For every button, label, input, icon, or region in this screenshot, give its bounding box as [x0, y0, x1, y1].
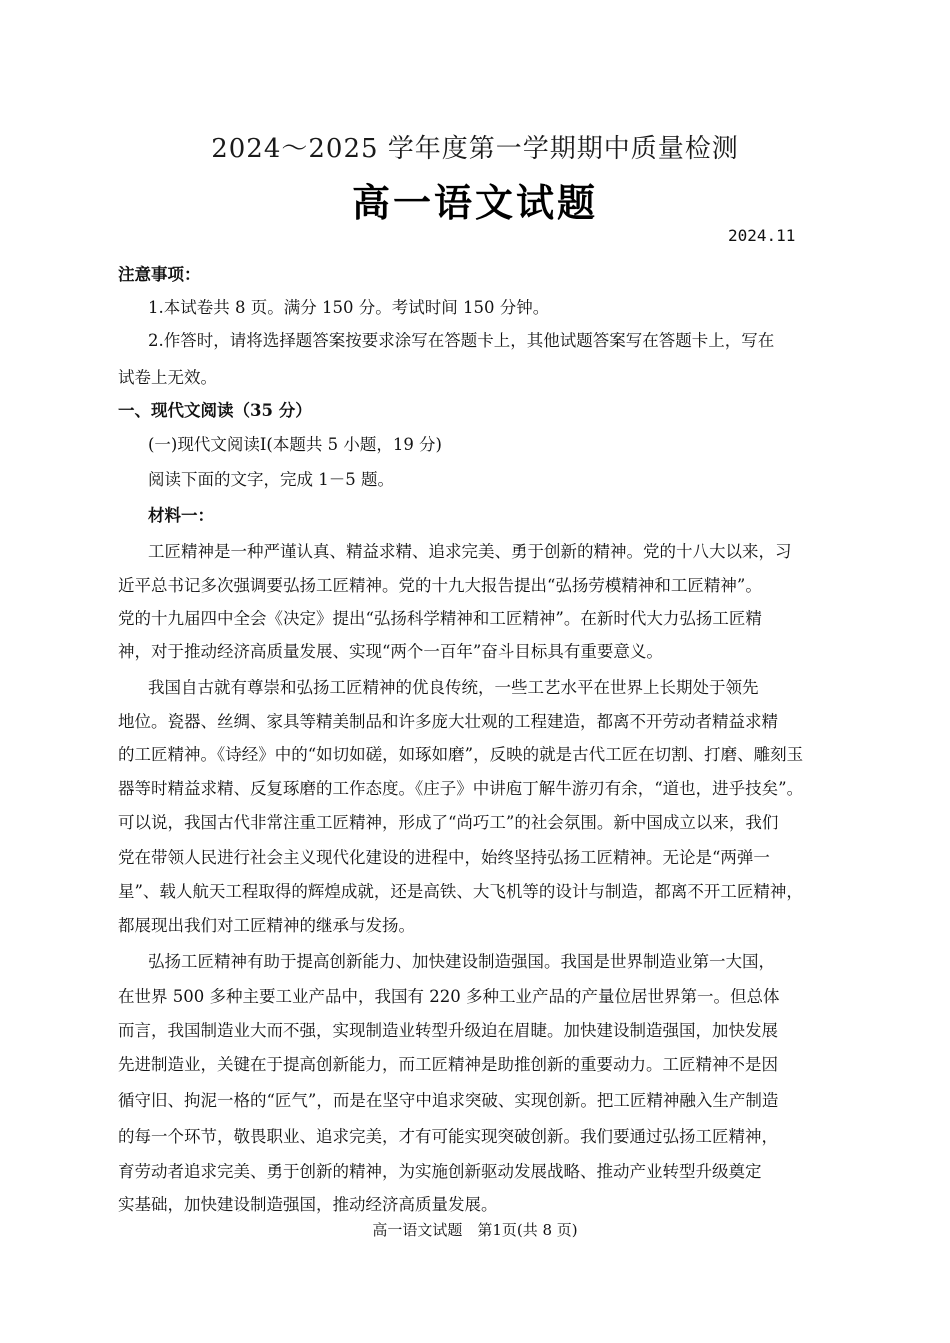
body-line: 党在带领人民进行社会主义现代化建设的进程中，始终坚持弘扬工匠精神。无论是“两弹一 — [118, 848, 770, 867]
page-footer: 高一语文试题 第1页(共 8 页) — [372, 1221, 578, 1239]
material-label: 材料一： — [148, 506, 214, 525]
body-line: 地位。瓷器、丝绸、家具等精美制品和许多庞大壮观的工程建造，都离不开劳动者精益求精 — [118, 712, 778, 731]
exam-term-heading: 2024～2025 学年度第一学期期中质量检测 — [211, 134, 739, 164]
subsection-heading: (一)现代文阅读Ⅰ(本题共 5 小题，19 分) — [148, 435, 442, 454]
body-line: 弘扬工匠精神有助于提高创新能力、加快建设制造强国。我国是世界制造业第一大国， — [148, 952, 775, 971]
notice-heading: 注意事项： — [118, 265, 201, 284]
reading-instruction: 阅读下面的文字，完成 1－5 题。 — [148, 470, 394, 489]
body-line: 先进制造业，关键在于提高创新能力，而工匠精神是助推创新的重要动力。工匠精神不是因 — [118, 1055, 778, 1074]
body-line: 实基础，加快建设制造强国，推动经济高质量发展。 — [118, 1195, 498, 1214]
body-line: 我国自古就有尊崇和弘扬工匠精神的优良传统，一些工艺水平在世界上长期处于领先 — [148, 678, 759, 697]
body-line: 育劳动者追求完美、勇于创新的精神，为实施创新驱动发展战略、推动产业转型升级奠定 — [118, 1162, 762, 1181]
page-title: 高一语文试题 — [351, 180, 598, 225]
body-line: 可以说，我国古代非常注重工匠精神，形成了“尚巧工”的社会氛围。新中国成立以来，我们 — [118, 813, 779, 832]
notice-item-2-line-1: 2.作答时，请将选择题答案按要求涂写在答题卡上，其他试题答案写在答题卡上，写在 — [148, 331, 775, 350]
section-heading: 一、现代文阅读（35 分） — [118, 401, 312, 420]
body-line: 党的十九届四中全会《决定》提出“弘扬科学精神和工匠精神”。在新时代大力弘扬工匠精 — [118, 609, 762, 628]
exam-date: 2024.11 — [728, 226, 796, 245]
body-line: 器等时精益求精、反复琢磨的工作态度。《庄子》中讲庖丁解牛游刃有余，“道也，进乎技矣”。 — [118, 779, 804, 798]
body-line: 而言，我国制造业大而不强，实现制造业转型升级迫在眉睫。加快建设制造强国，加快发展 — [118, 1021, 778, 1040]
notice-item-1: 1.本试卷共 8 页。满分 150 分。考试时间 150 分钟。 — [148, 298, 550, 317]
body-line: 的每一个环节，敬畏职业、追求完美，才有可能实现突破创新。我们要通过弘扬工匠精神， — [118, 1127, 778, 1146]
body-line: 在世界 500 多种主要工业产品中，我国有 220 多种工业产品的产量位居世界第一。但总体 — [118, 987, 780, 1006]
body-line: 的工匠精神。《诗经》中的“如切如磋，如琢如磨”，反映的就是古代工匠在切割、打磨、雕刻玉 — [118, 745, 804, 764]
notice-item-2-line-2: 试卷上无效。 — [118, 368, 217, 387]
body-line: 近平总书记多次强调要弘扬工匠精神。党的十九大报告提出“弘扬劳模精神和工匠精神”。 — [118, 576, 762, 595]
body-line: 神，对于推动经济高质量发展、实现“两个一百年”奋斗目标具有重要意义。 — [118, 642, 663, 661]
body-line: 星”、载人航天工程取得的辉煌成就，还是高铁、大飞机等的设计与制造，都离不开工匠精神， — [118, 882, 803, 901]
body-line: 都展现出我们对工匠精神的继承与发扬。 — [118, 916, 415, 935]
body-line: 工匠精神是一种严谨认真、精益求精、追求完美、勇于创新的精神。党的十八大以来，习 — [148, 542, 792, 561]
body-line: 循守旧、拘泥一格的“匠气”，而是在坚守中追求突破、实现创新。把工匠精神融入生产制造 — [118, 1091, 779, 1110]
